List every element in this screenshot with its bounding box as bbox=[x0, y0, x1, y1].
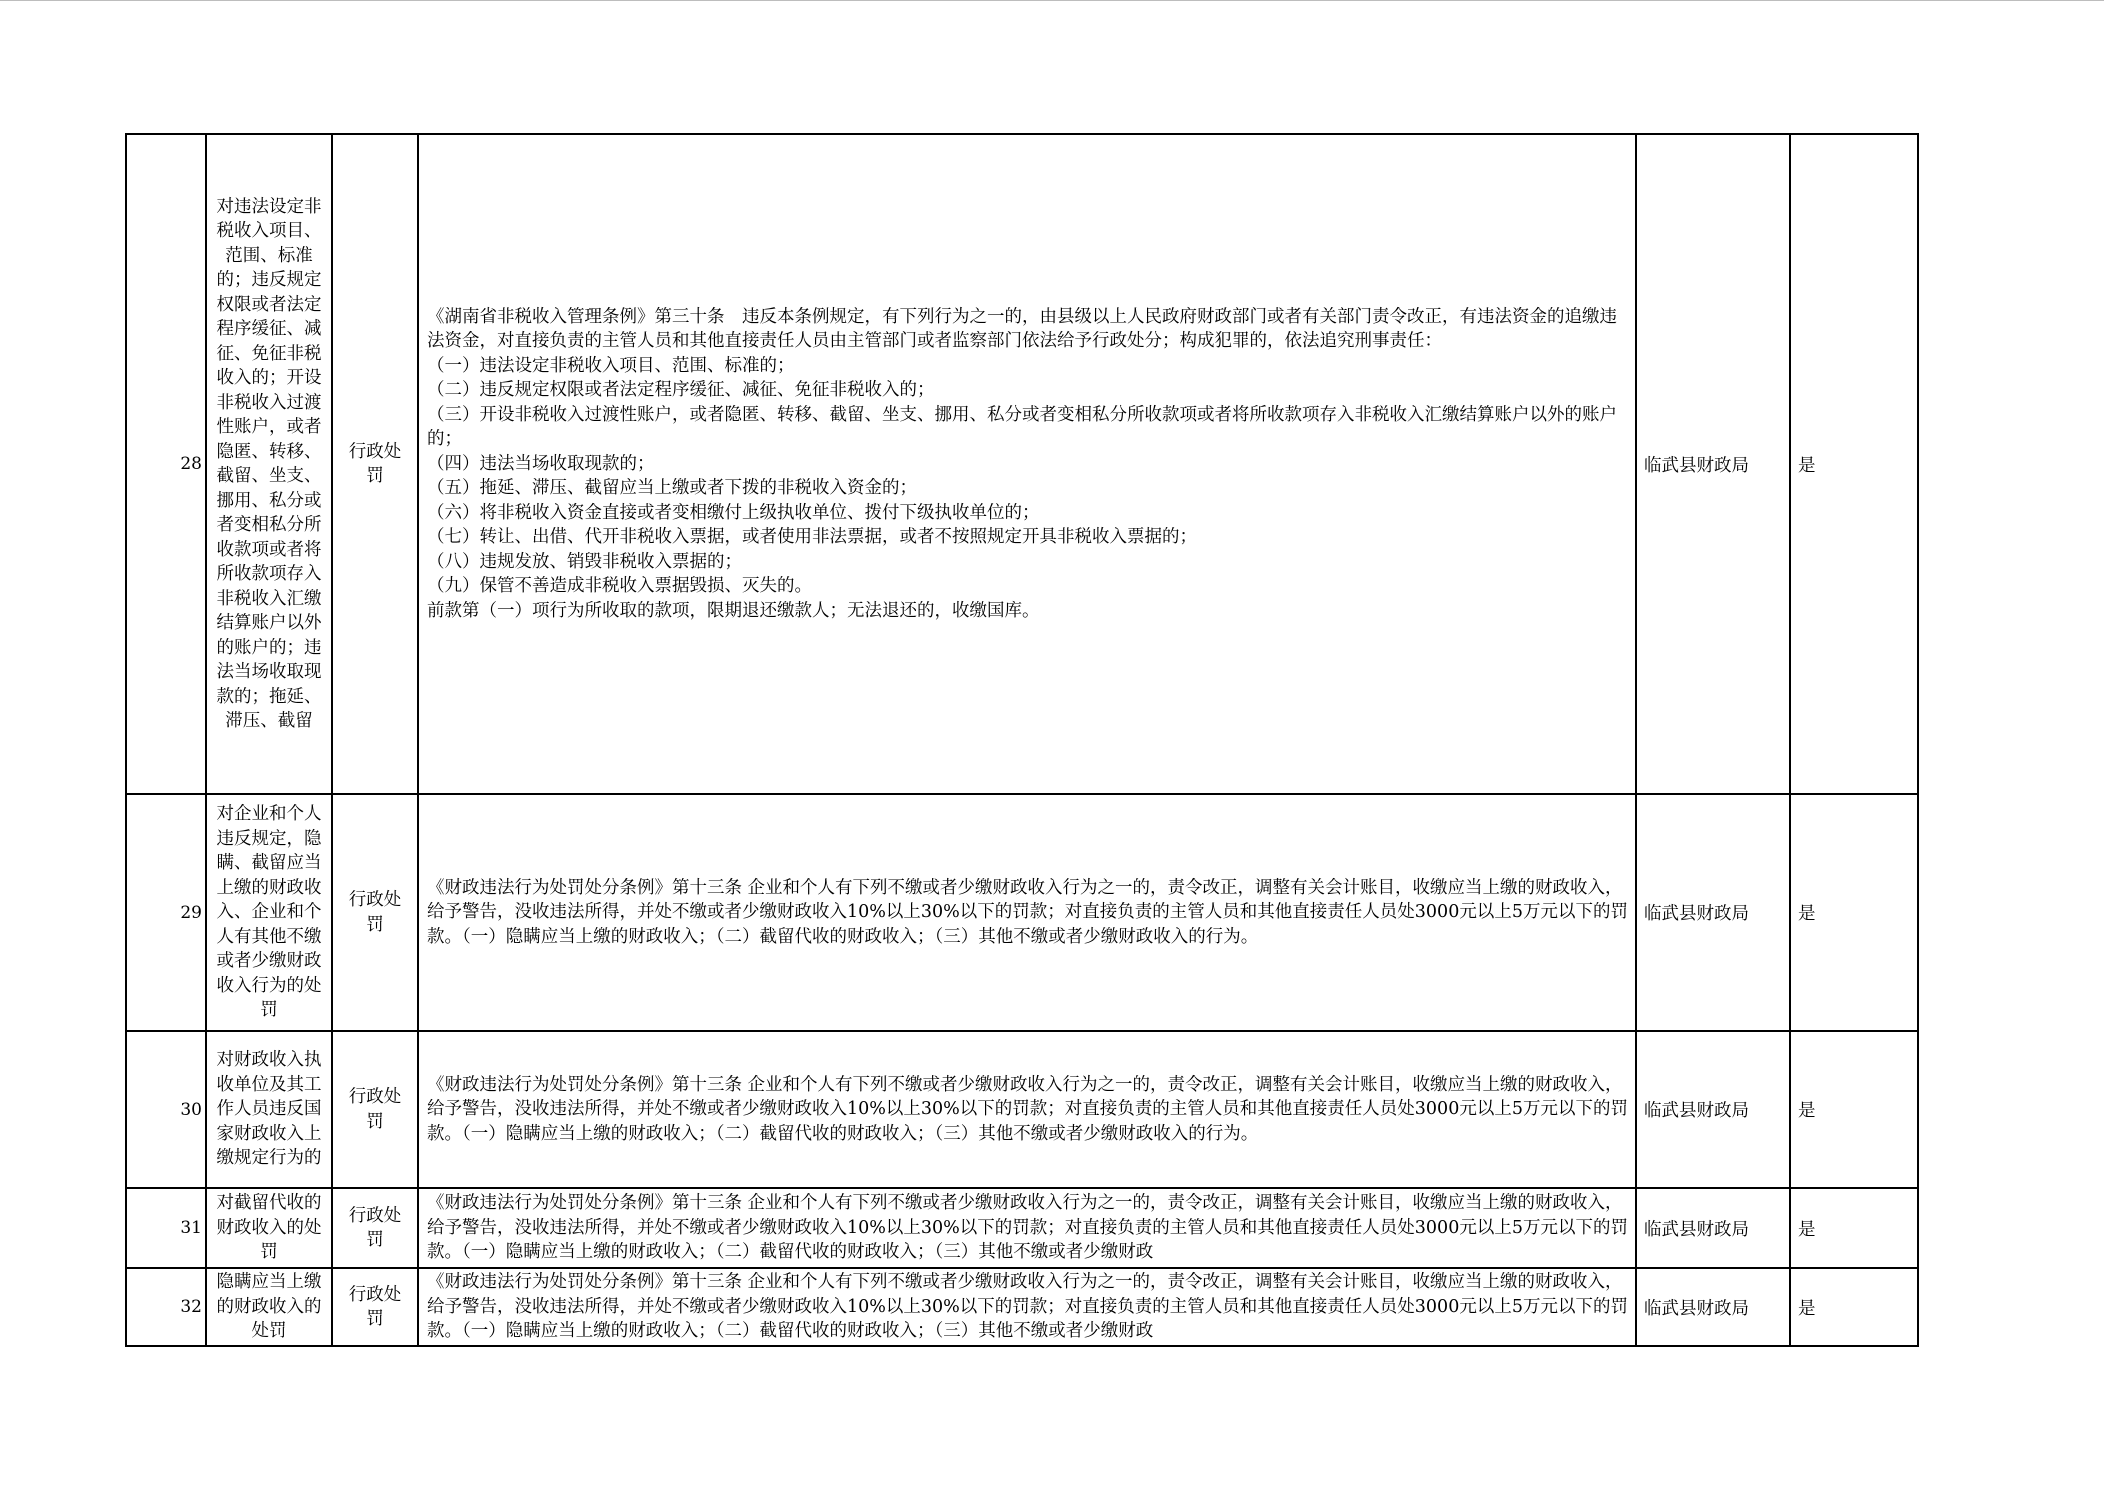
legal-basis-cell bbox=[418, 1268, 1636, 1346]
table-row bbox=[126, 1188, 1918, 1268]
legal-basis bbox=[427, 1191, 1629, 1265]
item-name: 对违法设定非税收入项目、范围、标准的；违反规定权限或者法定程序缓征、减征、免征非税收入的；开设非税收入过渡性账户，或者隐匿、转移、截留、坐支、挪用、私分或者变相私分所收款项或者将所收款项存入非税收入汇缴结算账户以外的账户的；违法当场收取现款的；拖延、滞压、截留 bbox=[216, 196, 322, 731]
row-number: 32 bbox=[126, 1268, 206, 1346]
department-cell: 临武县财政局 bbox=[1636, 1031, 1790, 1188]
table-row bbox=[126, 794, 1918, 1031]
legal-basis-line: 《财政违法行为处罚处分条例》第十三条 企业和个人有下列不缴或者少缴财政收入行为之一的，责令改正，调整有关会计账目，收缴应当上缴的财政收入，给予警告，没收违法所得，并处不缴或者少缴财政收入10%以上30%以下的罚款；对直接负责的主管人员和其他直接责任人员处3000元以上5万元以下的罚款。（一）隐瞒应当上缴的财政收入；（二）截留代收的财政收入；（三）其他不缴或者少缴财政 bbox=[427, 1272, 1628, 1342]
department-cell: 临武县财政局 bbox=[1636, 794, 1790, 1031]
table-row bbox=[126, 1031, 1918, 1188]
flag-cell: 是 bbox=[1790, 1268, 1918, 1346]
department-cell: 临武县财政局 bbox=[1636, 134, 1790, 794]
table-body bbox=[126, 134, 1918, 1346]
legal-basis-cell bbox=[418, 1188, 1636, 1268]
category-cell: 行政处罚 bbox=[332, 134, 418, 794]
category-cell: 行政处罚 bbox=[332, 794, 418, 1031]
legal-basis-line: （九）保管不善造成非税收入票据毁损、灭失的。 bbox=[427, 576, 812, 597]
legal-basis-line: （七）转让、出借、代开非税收入票据，或者使用非法票据，或者不按照规定开具非税收入票据的； bbox=[427, 527, 1197, 548]
item-name: 对企业和个人违反规定，隐瞒、截留应当上缴的财政收入、企业和个人有其他不缴或者少缴财政收入行为的处罚 bbox=[216, 804, 322, 1021]
legal-basis-line: 《财政违法行为处罚处分条例》第十三条 企业和个人有下列不缴或者少缴财政收入行为之一的，责令改正，调整有关会计账目，收缴应当上缴的财政收入，给予警告，没收违法所得，并处不缴或者少缴财政收入10%以上30%以下的罚款；对直接负责的主管人员和其他直接责任人员处3000元以上5万元以下的罚款。（一）隐瞒应当上缴的财政收入；（二）截留代收的财政收入；（三）其他不缴或者少缴财政收入的行为。 bbox=[427, 877, 1628, 947]
legal-basis-line: （五）拖延、滞压、截留应当上缴或者下拨的非税收入资金的； bbox=[427, 478, 917, 499]
legal-basis-line: 《财政违法行为处罚处分条例》第十三条 企业和个人有下列不缴或者少缴财政收入行为之一的，责令改正，调整有关会计账目，收缴应当上缴的财政收入，给予警告，没收违法所得，并处不缴或者少缴财政收入10%以上30%以下的罚款；对直接负责的主管人员和其他直接责任人员处3000元以上5万元以下的罚款。（一）隐瞒应当上缴的财政收入；（二）截留代收的财政收入；（三）其他不缴或者少缴财政收入的行为。 bbox=[427, 1074, 1628, 1144]
legal-basis-line: （二）违反规定权限或者法定程序缓征、减征、免征非税收入的； bbox=[427, 380, 935, 401]
legal-basis-line: （一）违法设定非税收入项目、范围、标准的； bbox=[427, 355, 795, 376]
row-number: 31 bbox=[126, 1188, 206, 1268]
table-row bbox=[126, 1268, 1918, 1346]
page-top-edge bbox=[0, 0, 2104, 1]
legal-basis-line: （四）违法当场收取现款的； bbox=[427, 453, 655, 474]
category-cell: 行政处罚 bbox=[332, 1188, 418, 1268]
category-cell: 行政处罚 bbox=[332, 1268, 418, 1346]
item-name-cell bbox=[206, 794, 332, 1031]
item-name-cell bbox=[206, 1268, 332, 1346]
item-name-cell bbox=[206, 134, 332, 794]
legal-basis-cell bbox=[418, 794, 1636, 1031]
item-name: 对截留代收的财政收入的处罚 bbox=[216, 1193, 322, 1263]
category-cell: 行政处罚 bbox=[332, 1031, 418, 1188]
flag-cell: 是 bbox=[1790, 1031, 1918, 1188]
penalty-table bbox=[125, 133, 1919, 1347]
legal-basis bbox=[427, 1073, 1629, 1147]
legal-basis-cell bbox=[418, 134, 1636, 794]
item-name-cell bbox=[206, 1031, 332, 1188]
row-number: 30 bbox=[126, 1031, 206, 1188]
flag-cell: 是 bbox=[1790, 134, 1918, 794]
department-cell: 临武县财政局 bbox=[1636, 1268, 1790, 1346]
legal-basis-line: 前款第（一）项行为所收取的款项，限期退还缴款人；无法退还的，收缴国库。 bbox=[427, 600, 1040, 621]
table-row bbox=[126, 134, 1918, 794]
legal-basis-line: （八）违规发放、销毁非税收入票据的； bbox=[427, 551, 742, 572]
legal-basis-line: （三）开设非税收入过渡性账户，或者隐匿、转移、截留、坐支、挪用、私分或者变相私分所收款项或者将所收款项存入非税收入汇缴结算账户以外的账户的； bbox=[427, 404, 1617, 450]
item-name-cell bbox=[206, 1188, 332, 1268]
legal-basis-line: 《财政违法行为处罚处分条例》第十三条 企业和个人有下列不缴或者少缴财政收入行为之一的，责令改正，调整有关会计账目，收缴应当上缴的财政收入，给予警告，没收违法所得，并处不缴或者少缴财政收入10%以上30%以下的罚款；对直接负责的主管人员和其他直接责任人员处3000元以上5万元以下的罚款。（一）隐瞒应当上缴的财政收入；（二）截留代收的财政收入；（三）其他不缴或者少缴财政 bbox=[427, 1193, 1628, 1263]
row-number: 29 bbox=[126, 794, 206, 1031]
department-cell: 临武县财政局 bbox=[1636, 1188, 1790, 1268]
legal-basis-line: （六）将非税收入资金直接或者变相缴付上级执收单位、拨付下级执收单位的； bbox=[427, 502, 1040, 523]
legal-basis bbox=[427, 1270, 1629, 1344]
legal-basis-cell bbox=[418, 1031, 1636, 1188]
flag-cell: 是 bbox=[1790, 1188, 1918, 1268]
flag-cell: 是 bbox=[1790, 794, 1918, 1031]
item-name: 隐瞒应当上缴的财政收入的处罚 bbox=[216, 1272, 322, 1342]
row-number: 28 bbox=[126, 134, 206, 794]
legal-basis-line: 《湖南省非税收入管理条例》第三十条 违反本条例规定，有下列行为之一的，由县级以上人民政府财政部门或者有关部门责令改正，有违法资金的追缴违法资金，对直接负责的主管人员和其他直接责任人员由主管部门或者监察部门依法给予行政处分；构成犯罪的，依法追究刑事责任： bbox=[427, 306, 1617, 352]
legal-basis bbox=[427, 876, 1629, 950]
item-name: 对财政收入执收单位及其工作人员违反国家财政收入上缴规定行为的 bbox=[216, 1050, 322, 1169]
legal-basis bbox=[427, 305, 1629, 624]
